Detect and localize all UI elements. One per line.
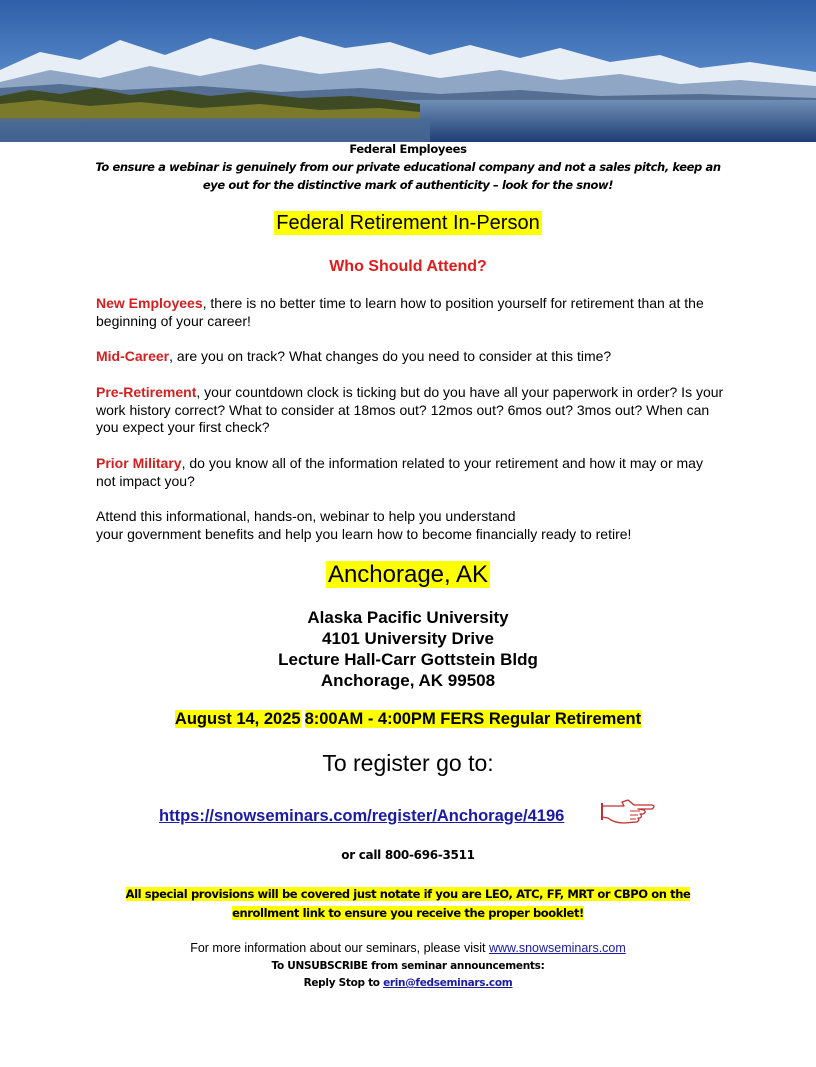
attend-closing [96,508,726,543]
attend-text: , your countdown clock is ticking but do you have all your paperwork in order? Is your work history correct? What to consider at 18mos out? 12mos out? 6mos out? 3mos out? When can you expect your first check? [96,384,724,435]
more-info-line [0,941,816,955]
attend-term: Mid-Career [96,348,170,364]
special-provisions-text: All special provisions will be covered just notate if you are LEO, ATC, FF, MRT or CBPO on the enrollment link to ensure you receive the proper booklet! [125,887,691,920]
venue-building: Lecture Hall-Carr Gottstein Bldg [278,650,538,669]
attend-item-mid-career [96,348,726,366]
schedule-time-program [305,710,642,728]
venue-street: 4101 University Drive [322,629,494,648]
attend-heading: Who Should Attend? [329,258,487,275]
reply-stop-line [0,977,816,989]
attend-text: , do you know all of the information related to your retirement and how it may or may not impact you? [96,455,703,489]
attend-term: Prior Military [96,455,182,471]
city-heading [0,561,816,589]
website-link[interactable]: www.snowseminars.com [488,941,626,955]
attend-text: , there is no better time to learn how to position yourself for retirement than at the beginning of your career! [96,295,704,329]
attend-item-pre-retirement [96,384,726,437]
attend-text: , are you on track? What changes do you need to consider at this time? [169,348,612,364]
closing-line: your government benefits and help you learn how to become financially ready to retire! [96,525,632,542]
schedule-line [0,710,816,729]
city-heading-text: Anchorage, AK [327,561,489,588]
venue-address [0,607,816,691]
schedule-time: 8:00AM - 4:00PM [304,710,436,728]
register-prompt: To register go to: [322,750,494,776]
banner-image [0,0,816,142]
special-provisions [100,885,716,923]
attend-term: New Employees [96,295,203,311]
event-title-text: Federal Retirement In-Person [276,212,540,234]
schedule-program: FERS Regular Retirement [440,710,642,728]
attend-item-new-employees [96,295,726,330]
attend-term: Pre-Retirement [96,384,197,400]
reply-text: Reply Stop to [303,977,384,989]
audience-heading: Federal Employees [349,142,467,156]
intro-section [90,141,726,194]
registration-link[interactable]: https://snowseminars.com/register/Anchorage/4196 [159,807,565,825]
schedule-date: August 14, 2025 [174,710,301,728]
attend-item-prior-military [96,455,726,490]
venue-city-zip: Anchorage, AK 99508 [320,671,496,690]
phone-line: or call 800-696-3511 [341,848,475,862]
closing-line: Attend this informational, hands-on, webinar to help you understand [96,508,516,524]
event-title [0,212,816,235]
venue-name: Alaska Pacific University [307,608,509,627]
pointing-hand-icon [600,796,658,833]
more-info-text: For more information about our seminars, please visit [190,941,489,955]
authenticity-note: To ensure a webinar is genuinely from our private educational company and not a sales pitch, keep an eye out for the distinctive mark of authenticity – look for the snow! [95,160,721,192]
unsubscribe-line: To UNSUBSCRIBE from seminar announcements: [271,960,545,972]
email-link[interactable]: erin@fedseminars.com [383,977,513,989]
